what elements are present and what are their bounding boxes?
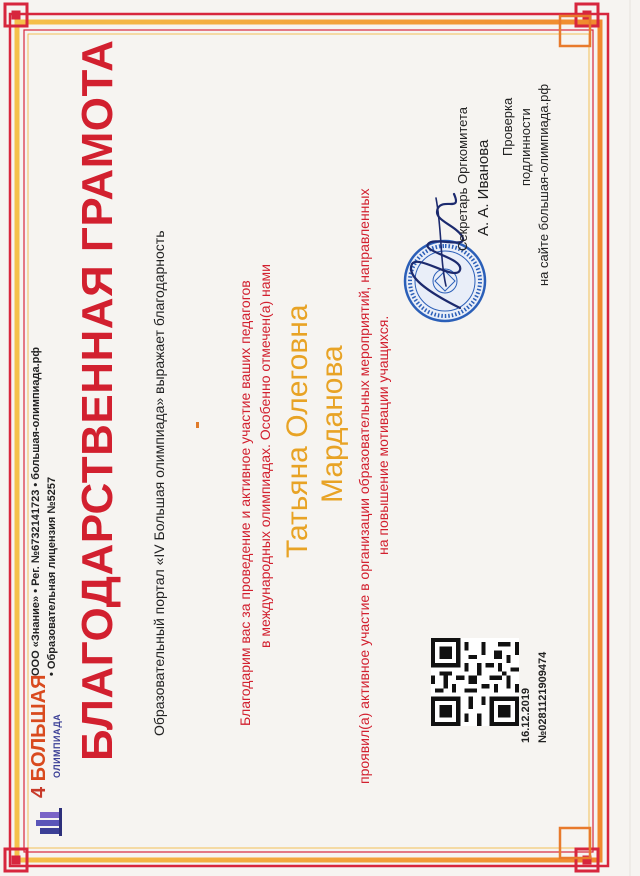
organization-details: ООО «Знание» • Рег. №6732141723 • большая-олимпиада.рф (30, 347, 42, 676)
achievement-text-line-1: проявил(а) активное участие в организации образовательных мероприятий, направленных (356, 188, 372, 784)
license-number: • Образовательная лицензия №5257 (46, 476, 58, 676)
olympiad-logo (20, 674, 78, 836)
achievement-text-line-2: на повышение мотивации учащихся. (375, 315, 391, 555)
signer-role: Секретарь Оргкомитета (455, 107, 470, 251)
certificate-title: БЛАГОДАРСТВЕННАЯ ГРАМОТА (73, 39, 122, 761)
books-icon (34, 804, 62, 836)
verification-line-1: Проверка (500, 97, 515, 156)
logo-wordmark: 4 БОЛЬШАЯ (28, 674, 50, 798)
verification-line-3: на сайте большая-олимпиада.рф (536, 83, 551, 286)
verification-line-2: подлинности (518, 108, 533, 186)
logo-subtitle: ОЛИМПИАДА (52, 713, 62, 778)
issue-date: 16.12.2019 (520, 687, 532, 743)
recipient-surname: Марданова (316, 345, 349, 503)
decorative-dash (196, 422, 199, 428)
recipient-name: Татьяна Олеговна (281, 304, 314, 558)
portal-gratitude-line: Образовательный портал «IV Большая олимпиада» выражает благодарность (151, 230, 167, 736)
signer-name: А. А. Иванова (475, 139, 492, 236)
thanks-text-line-1: Благодарим вас за проведение и активное участие ваших педагогов (237, 280, 253, 726)
qr-code (431, 638, 519, 726)
thanks-text-line-2: в международных олимпиадах. Особенно отмечен(а) нами (257, 264, 273, 648)
certificate-number: №0281121909474 (537, 651, 549, 743)
